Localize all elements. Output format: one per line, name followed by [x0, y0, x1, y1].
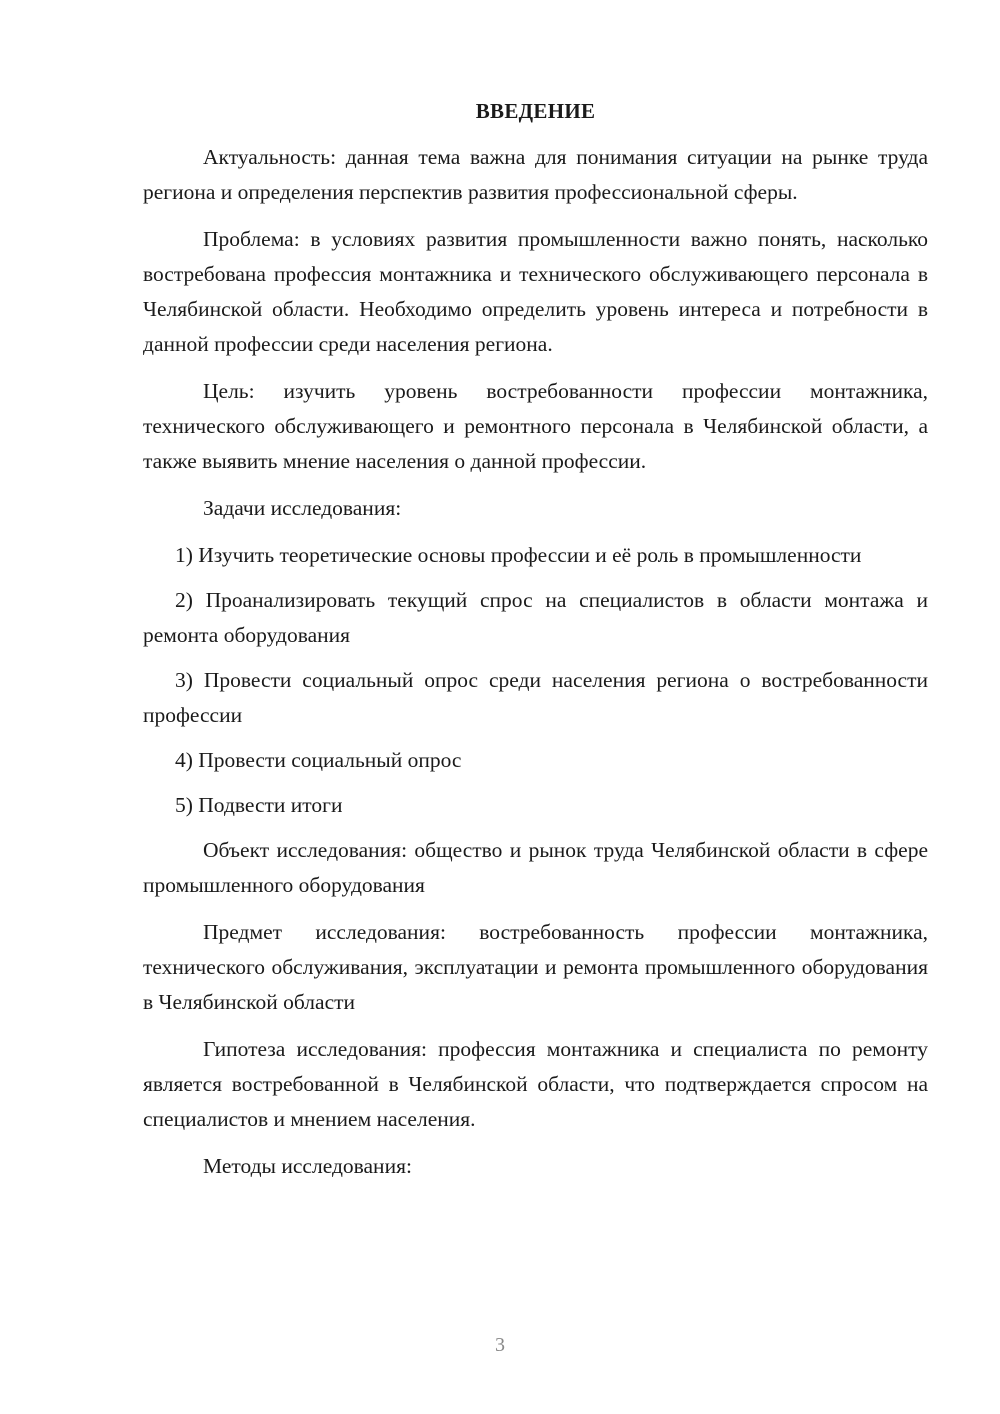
- task-item-4: 4) Провести социальный опрос: [175, 748, 462, 772]
- methods-heading: Методы исследования:: [203, 1154, 412, 1178]
- tasks-heading: Задачи исследования:: [203, 496, 402, 520]
- document-page: [143, 96, 928, 1196]
- hypothesis-paragraph: Гипотеза исследования: профессия монтажника и специалиста по ремонту является востребованной в Челябинской области, что подтверждается спросом на специалистов и мнением населения.: [143, 1037, 928, 1131]
- task-item-2: 2) Проанализировать текущий спрос на специалистов в области монтажа и ремонта оборудования: [143, 588, 928, 647]
- task-item-5: 5) Подвести итоги: [175, 793, 343, 817]
- subject-paragraph: Предмет исследования: востребованность профессии монтажника, технического обслуживания, эксплуатации и ремонта промышленного оборудования в Челябинской области: [143, 920, 928, 1014]
- goal-paragraph: Цель: изучить уровень востребованности профессии монтажника, технического обслуживающего и ремонтного персонала в Челябинской области, а также выявить мнение населения о данной профессии.: [143, 379, 928, 473]
- relevance-paragraph: Актуальность: данная тема важна для понимания ситуации на рынке труда региона и определения перспектив развития профессиональной сферы.: [143, 145, 928, 204]
- problem-paragraph: Проблема: в условиях развития промышленности важно понять, насколько востребована профессия монтажника и технического обслуживающего персонала в Челябинской области. Необходимо определить уровень интереса и потребности в данной профессии среди населения региона.: [143, 227, 928, 356]
- page-number: 3: [495, 1334, 505, 1356]
- task-item-3: 3) Провести социальный опрос среди населения региона о востребованности профессии: [143, 668, 928, 727]
- task-item-1: 1) Изучить теоретические основы профессии и её роль в промышленности: [175, 543, 862, 567]
- object-paragraph: Объект исследования: общество и рынок труда Челябинской области в сфере промышленного оборудования: [143, 838, 928, 897]
- section-title: ВВЕДЕНИЕ: [475, 99, 596, 123]
